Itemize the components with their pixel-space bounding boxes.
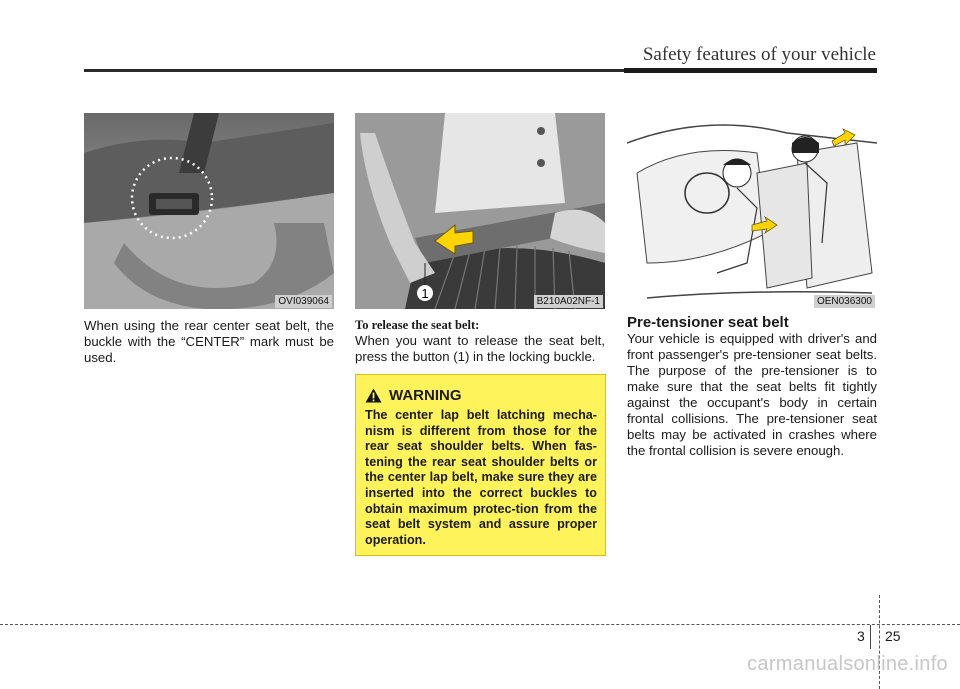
photo-rear-center-buckle <box>84 113 334 309</box>
sub-heading: To release the seat belt: <box>355 318 480 332</box>
body-text: Your vehicle is equipped with driver's and front passenger's pre-tensioner seat belts. The purpose of the pre-tensioner is to make sure that the seat belts fit tightly against the occupant's body in certain frontal collisions. The pre-tensioner seat belts may be activated in crashes where the frontal collision is severe enough. <box>627 331 877 458</box>
chapter-number: 3 <box>857 628 865 644</box>
col2-text <box>355 317 605 365</box>
photo-release-seat-belt <box>355 113 605 309</box>
body-text: When you want to release the seat belt, press the button (1) in the locking buckle. <box>355 333 605 364</box>
callout-number: 1 <box>421 286 429 301</box>
warning-header <box>365 387 597 404</box>
footer-line <box>0 624 960 625</box>
photo-code: OVI039064 <box>275 295 332 308</box>
photo-code: B210A02NF-1 <box>534 295 603 308</box>
body-text: When using the rear center seat belt, the buckle with the “CENTER” mark must be used. <box>84 318 334 365</box>
page-number: 25 <box>885 628 901 644</box>
photo-pretensioner-illustration <box>627 113 877 309</box>
watermark: carmanualsonline.info <box>747 653 948 675</box>
col3-text <box>627 315 877 459</box>
sub-heading: Pre-tensioner seat belt <box>627 314 789 331</box>
page-separator <box>870 625 871 649</box>
photo-code: OEN036300 <box>814 295 875 308</box>
warning-text: The center lap belt latching mecha-nism is different from those for the rear seat shoulder belts. When fas-tening the rear seat shoulder belts or the center lap belt, make sure they are inserted into the correct buckles to obtain maximum protec-tion from the seat belt system and assure proper operation. <box>365 408 597 547</box>
col1-text <box>84 318 334 366</box>
section-title: Safety features of your vehicle <box>642 44 876 65</box>
header-rule-accent <box>624 68 877 73</box>
warning-triangle-icon <box>365 388 382 403</box>
warning-title: WARNING <box>389 387 462 404</box>
warning-box <box>355 374 606 556</box>
